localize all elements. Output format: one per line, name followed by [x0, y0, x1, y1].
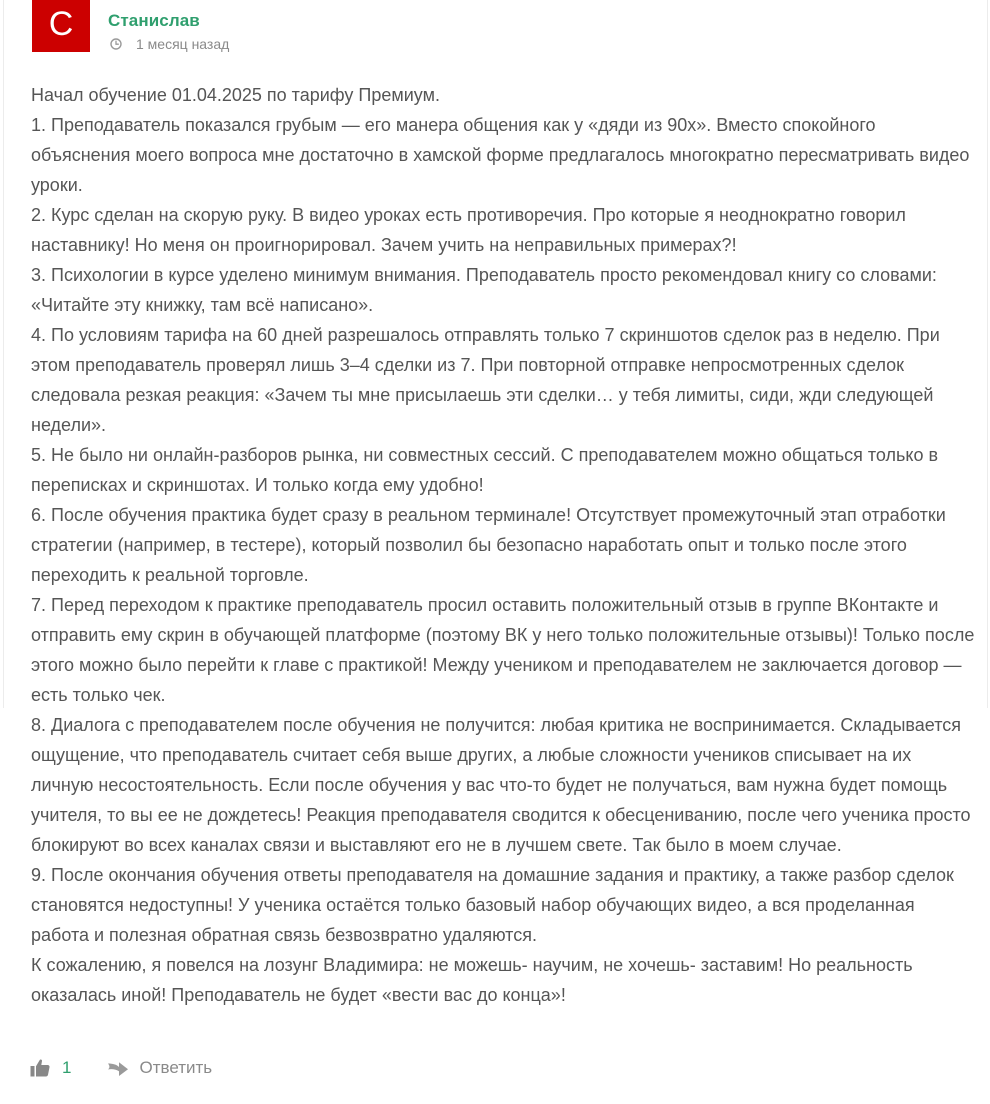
comment-paragraph: К сожалению, я повелся на лозунг Владимира: не можешь- научим, не хочешь- заставим! Но реальность оказалась иной! Преподаватель не будет «вести вас до конца»!: [31, 955, 913, 1005]
comment-paragraph: 6. После обучения практика будет сразу в реальном терминале! Отсутствует промежуточный этап отработки стратегии (например, в тестере), который позволил бы безопасно наработать опыт и только после этого переходить к реальной торговле.: [31, 505, 946, 585]
clock-icon: [110, 38, 122, 50]
reply-button[interactable]: [107, 1058, 212, 1078]
like-count: 1: [62, 1058, 72, 1077]
comment-meta: [110, 36, 229, 52]
comment-actions: [30, 1054, 212, 1082]
comment-paragraph: 3. Психологии в курсе уделено минимум внимания. Преподаватель просто рекомендовал книгу со словами: «Читайте эту книжку, там всё написано».: [31, 265, 937, 315]
comment-paragraph: 7. Перед переходом к практике преподаватель просил оставить положительный отзыв в группе ВКонтакте и отправить ему скрин в обучающей платформе (поэтому ВК у него только положительные отзывы)! Только после этого можно было перейти к главе с практикой! Между учеником и преподавателем не заключается договор — есть только чек.: [31, 595, 975, 705]
comment-paragraph: 2. Курс сделан на скорую руку. В видео уроках есть противоречия. Про которые я неоднократно говорил наставнику! Но меня он проигнорировал. Зачем учить на неправильных примерах?!: [31, 205, 906, 255]
comment-time: 1 месяц назад: [136, 36, 230, 52]
avatar: [32, 0, 90, 52]
reply-arrow-icon: [107, 1059, 129, 1077]
comment-paragraph: 8. Диалога с преподавателем после обучения не получится: любая критика не воспринимается. Складывается ощущение, что преподаватель считает себя выше других, а любые сложности учеников списывает на их личную несостоятельность. Если после обучения у вас что-то будет не получаться, вам нужна будет помощь учителя, то вы ее не дождетесь! Реакция преподавателя сводится к обесцениванию, после чего ученика просто блокируют во всех каналах связи и выставляют его не в лучшем свете. Так было в моем случае.: [31, 715, 971, 855]
reply-label: Ответить: [139, 1058, 213, 1077]
like-button[interactable]: [30, 1058, 71, 1078]
comment-paragraph: 9. После окончания обучения ответы преподавателя на домашние задания и практику, а также разбор сделок становятся недоступны! У ученика остаётся только базовый набор обучающих видео, а вся проделанная работа и полезная обратная связь безвозвратно удаляются.: [31, 865, 954, 945]
thumbs-up-icon: [30, 1059, 50, 1077]
comment-paragraph: Начал обучение 01.04.2025 по тарифу Премиум.: [31, 85, 440, 105]
comment-text: [31, 80, 976, 1010]
comment-paragraph: 4. По условиям тарифа на 60 дней разрешалось отправлять только 7 скриншотов сделок раз в неделю. При этом преподаватель проверял лишь 3–4 сделки из 7. При повторной отправке непросмотренных сделок следовала резкая реакция: «Зачем ты мне присылаешь эти сделки… у тебя лимиты, сиди, жди следующей недели».: [31, 325, 940, 435]
avatar-letter: С: [48, 5, 74, 43]
comment-paragraph: 5. Не было ни онлайн-разборов рынка, ни совместных сессий. С преподавателем можно общаться только в переписках и скриншотах. И только когда ему удобно!: [31, 445, 939, 495]
author-name[interactable]: Станислав: [108, 11, 200, 30]
comment-paragraph: 1. Преподаватель показался грубым — его манера общения как у «дяди из 90х». Вместо спокойного объяснения моего вопроса мне достаточно в хамской форме предлагалось многократно пересматривать видео уроки.: [31, 115, 970, 195]
